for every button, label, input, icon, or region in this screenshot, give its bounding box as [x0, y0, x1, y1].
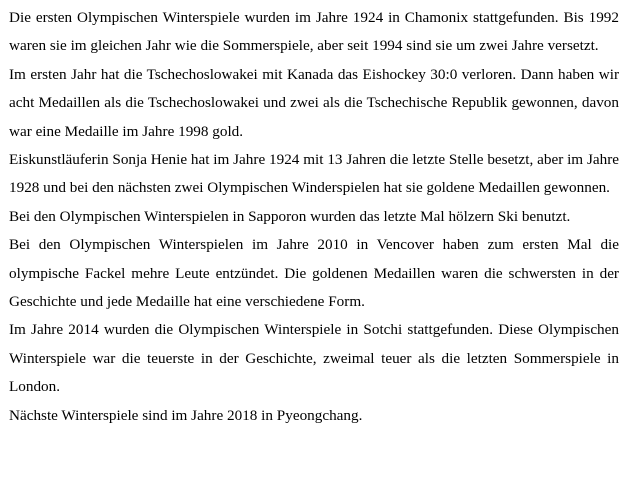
paragraph-sapporo: Bei den Olympischen Winterspielen in Sapporon wurden das letzte Mal hölzern Ski benutzt. — [9, 207, 571, 225]
paragraph-ice-hockey: Im ersten Jahr hat die Tschechoslowakei mit Kanada das Eishockey 30:0 verloren. Dann haben wir acht Medaillen als die Tschechoslowakei und zwei als die Tschechische Republik gewonnen, davon war eine Medaille im Jahre 1998 gold. — [9, 65, 619, 140]
paragraph-sonja-henie: Eiskunstläuferin Sonja Henie hat im Jahre 1924 mit 13 Jahren die letzte Stelle besetzt, aber im Jahre 1928 und bei den nächsten zwei Olympischen Winderspielen hat sie goldene Medaillen gewonnen. — [9, 151, 619, 197]
paragraph-pyeongchang: Nächste Winterspiele sind im Jahre 2018 in Pyeongchang. — [9, 406, 363, 424]
paragraph-first-olympics: Die ersten Olympischen Winterspiele wurden im Jahre 1924 in Chamonix stattgefunden. Bis 1992 waren sie im gleichen Jahr wie die Sommerspiele, aber seit 1994 sind sie um zwei Jahre versetzt. — [9, 9, 619, 55]
paragraph-sochi: Im Jahre 2014 wurden die Olympischen Winterspiele in Sotchi stattgefunden. Diese Olympischen Winterspiele war die teuerste in der Geschichte, zweimal teuer als die letzten Sommerspiele in London. — [9, 321, 619, 396]
paragraph-vancouver: Bei den Olympischen Winterspielen im Jahre 2010 in Vencover haben zum ersten Mal die olympische Fackel mehre Leute entzündet. Die goldenen Medaillen waren die schwersten in der Geschichte und jede Medaille hat eine verschiedene Form. — [9, 236, 619, 311]
document-body — [9, 4, 619, 430]
